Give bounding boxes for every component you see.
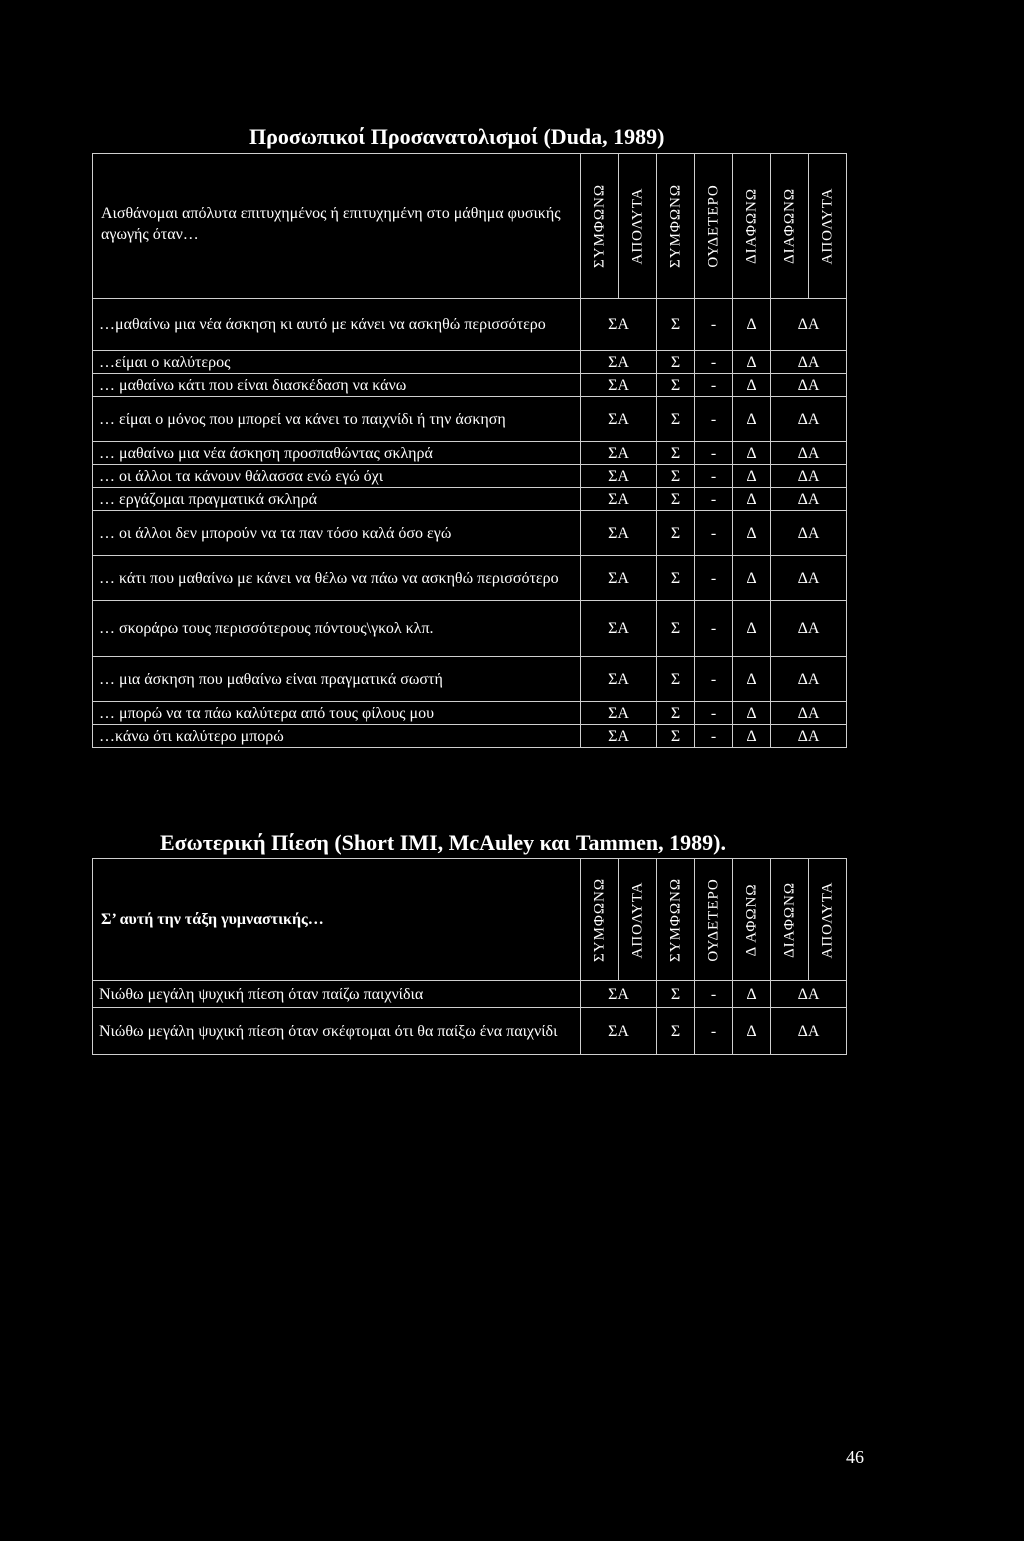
scale-header: [619, 859, 657, 981]
statement-text: …κάνω ότι καλύτερο μπορώ: [93, 725, 581, 748]
scale-header: [581, 859, 619, 981]
scale-header-label: ΣΥΜΦΩΝΩ: [667, 877, 683, 962]
answer-option-1[interactable]: ΣΑ: [581, 488, 657, 511]
answer-option-3[interactable]: -: [695, 657, 733, 702]
answer-option-4[interactable]: Δ: [733, 442, 771, 465]
answer-option-2[interactable]: Σ: [657, 1008, 695, 1055]
answer-option-3[interactable]: -: [695, 601, 733, 657]
answer-option-3[interactable]: -: [695, 511, 733, 556]
scale-header: [733, 154, 771, 299]
answer-option-2[interactable]: Σ: [657, 488, 695, 511]
statement-text: … μια άσκηση που μαθαίνω είναι πραγματικά σωστή: [93, 657, 581, 702]
answer-option-5[interactable]: ΔΑ: [771, 351, 847, 374]
answer-option-4[interactable]: Δ: [733, 374, 771, 397]
answer-option-5[interactable]: ΔΑ: [771, 442, 847, 465]
answer-option-3[interactable]: -: [695, 465, 733, 488]
answer-option-1[interactable]: ΣΑ: [581, 556, 657, 601]
statement-row: [93, 488, 847, 511]
answer-option-2[interactable]: Σ: [657, 299, 695, 351]
statement-text: Νιώθω μεγάλη ψυχική πίεση όταν σκέφτομαι ότι θα παίξω ένα παιχνίδι: [93, 1008, 581, 1055]
statement-row: [93, 601, 847, 657]
section1-title: Προσωπικοί Προσανατολισμοί (Duda, 1989): [249, 124, 665, 149]
statement-row: [93, 981, 847, 1008]
answer-option-5[interactable]: ΔΑ: [771, 299, 847, 351]
answer-option-5[interactable]: ΔΑ: [771, 488, 847, 511]
answer-option-3[interactable]: -: [695, 351, 733, 374]
answer-option-1[interactable]: ΣΑ: [581, 442, 657, 465]
answer-option-2[interactable]: Σ: [657, 725, 695, 748]
answer-option-3[interactable]: -: [695, 556, 733, 601]
answer-option-1[interactable]: ΣΑ: [581, 657, 657, 702]
answer-option-3[interactable]: -: [695, 488, 733, 511]
scale-header: [695, 859, 733, 981]
answer-option-3[interactable]: -: [695, 442, 733, 465]
answer-option-2[interactable]: Σ: [657, 351, 695, 374]
answer-option-4[interactable]: Δ: [733, 657, 771, 702]
scale-header-label: ΣΥΜΦΩΝΩ: [591, 184, 607, 268]
answer-option-4[interactable]: Δ: [733, 488, 771, 511]
scale-header-label: ΣΥΜΦΩΝΩ: [667, 184, 683, 268]
scale-header-label: ΑΠΟΛΥΤΑ: [819, 880, 835, 959]
statement-text: … κάτι που μαθαίνω με κάνει να θέλω να πάω να ασκηθώ περισσότερο: [93, 556, 581, 601]
statement-row: [93, 351, 847, 374]
answer-option-2[interactable]: Σ: [657, 702, 695, 725]
answer-option-5[interactable]: ΔΑ: [771, 556, 847, 601]
scale-header: [733, 859, 771, 981]
answer-option-2[interactable]: Σ: [657, 981, 695, 1008]
answer-option-5[interactable]: ΔΑ: [771, 511, 847, 556]
statement-text: … μαθαίνω κάτι που είναι διασκέδαση να κάνω: [93, 374, 581, 397]
answer-option-1[interactable]: ΣΑ: [581, 1008, 657, 1055]
imi-questionnaire-table: [92, 858, 847, 1055]
statement-row: [93, 374, 847, 397]
statement-row: [93, 511, 847, 556]
answer-option-1[interactable]: ΣΑ: [581, 601, 657, 657]
answer-option-2[interactable]: Σ: [657, 374, 695, 397]
scale-header: [657, 154, 695, 299]
scale-header-label: Δ ΑΦΩΝΩ: [743, 882, 759, 957]
answer-option-3[interactable]: -: [695, 299, 733, 351]
answer-option-5[interactable]: ΔΑ: [771, 981, 847, 1008]
scale-header-label: ΑΠΟΛΥΤΑ: [629, 187, 645, 265]
statement-row: [93, 725, 847, 748]
answer-option-1[interactable]: ΣΑ: [581, 981, 657, 1008]
answer-option-3[interactable]: -: [695, 702, 733, 725]
statement-text: … οι άλλοι τα κάνουν θάλασσα ενώ εγώ όχι: [93, 465, 581, 488]
duda-questionnaire-table: [92, 153, 847, 748]
scale-header: [771, 154, 809, 299]
scale-header: [581, 154, 619, 299]
answer-option-2[interactable]: Σ: [657, 442, 695, 465]
statement-text: … σκοράρω τους περισσότερους πόντους\γκολ κλπ.: [93, 601, 581, 657]
answer-option-1[interactable]: ΣΑ: [581, 511, 657, 556]
page-number: 46: [846, 1447, 864, 1467]
answer-option-5[interactable]: ΔΑ: [771, 657, 847, 702]
scale-header-label: ΔΙΑΦΩΝΩ: [781, 881, 797, 958]
answer-option-3[interactable]: -: [695, 397, 733, 442]
statement-row: [93, 465, 847, 488]
answer-option-5[interactable]: ΔΑ: [771, 725, 847, 748]
scale-header: [619, 154, 657, 299]
answer-option-4[interactable]: Δ: [733, 397, 771, 442]
statement-text: … μπορώ να τα πάω καλύτερα από τους φίλους μου: [93, 702, 581, 725]
answer-option-5[interactable]: ΔΑ: [771, 397, 847, 442]
answer-option-4[interactable]: Δ: [733, 1008, 771, 1055]
answer-option-5[interactable]: ΔΑ: [771, 1008, 847, 1055]
statement-row: [93, 702, 847, 725]
answer-option-1[interactable]: ΣΑ: [581, 351, 657, 374]
answer-option-1[interactable]: ΣΑ: [581, 299, 657, 351]
answer-option-2[interactable]: Σ: [657, 511, 695, 556]
answer-option-1[interactable]: ΣΑ: [581, 465, 657, 488]
answer-option-1[interactable]: ΣΑ: [581, 397, 657, 442]
statement-text: Νιώθω μεγάλη ψυχική πίεση όταν παίζω παιχνίδια: [93, 981, 581, 1008]
answer-option-2[interactable]: Σ: [657, 657, 695, 702]
scale-header: [809, 859, 847, 981]
answer-option-3[interactable]: -: [695, 725, 733, 748]
answer-option-4[interactable]: Δ: [733, 556, 771, 601]
answer-option-3[interactable]: -: [695, 1008, 733, 1055]
answer-option-4[interactable]: Δ: [733, 702, 771, 725]
answer-option-4[interactable]: Δ: [733, 351, 771, 374]
scale-header: [809, 154, 847, 299]
section2-title: Εσωτερική Πίεση (Short IMI, McAuley και Tammen, 1989).: [160, 830, 726, 855]
answer-option-5[interactable]: ΔΑ: [771, 374, 847, 397]
statement-row: [93, 556, 847, 601]
statement-text: …μαθαίνω μια νέα άσκηση κι αυτό με κάνει να ασκηθώ περισσότερο: [93, 299, 581, 351]
answer-option-5[interactable]: ΔΑ: [771, 702, 847, 725]
scale-header-label: ΣΥΜΦΩΝΩ: [591, 877, 607, 962]
statement-text: … μαθαίνω μια νέα άσκηση προσπαθώντας σκληρά: [93, 442, 581, 465]
table-header-row: [93, 154, 847, 299]
answer-option-4[interactable]: Δ: [733, 725, 771, 748]
answer-option-2[interactable]: Σ: [657, 465, 695, 488]
statement-row: [93, 299, 847, 351]
answer-option-3[interactable]: -: [695, 374, 733, 397]
answer-option-4[interactable]: Δ: [733, 511, 771, 556]
statement-row: [93, 1008, 847, 1055]
answer-option-2[interactable]: Σ: [657, 397, 695, 442]
statement-text: … εργάζομαι πραγματικά σκληρά: [93, 488, 581, 511]
scale-header: [657, 859, 695, 981]
scale-header: [695, 154, 733, 299]
question-header: Αισθάνομαι απόλυτα επιτυχημένος ή επιτυχημένη στο μάθημα φυσικής αγωγής όταν…: [93, 154, 581, 299]
statement-row: [93, 397, 847, 442]
statement-row: [93, 442, 847, 465]
answer-option-4[interactable]: Δ: [733, 465, 771, 488]
statement-text: … είμαι ο μόνος που μπορεί να κάνει το παιχνίδι ή την άσκηση: [93, 397, 581, 442]
statement-row: [93, 657, 847, 702]
answer-option-1[interactable]: ΣΑ: [581, 374, 657, 397]
scale-header-label: ΑΠΟΛΥΤΑ: [629, 880, 645, 959]
answer-option-1[interactable]: ΣΑ: [581, 702, 657, 725]
answer-option-5[interactable]: ΔΑ: [771, 601, 847, 657]
answer-option-3[interactable]: -: [695, 981, 733, 1008]
scale-header-label: ΔΙΑΦΩΝΩ: [743, 188, 759, 264]
scale-header: [771, 859, 809, 981]
scale-header-label: ΔΙΑΦΩΝΩ: [781, 188, 797, 264]
table-header-row: [93, 859, 847, 981]
answer-option-4[interactable]: Δ: [733, 981, 771, 1008]
question-header: Σ’ αυτή την τάξη γυμναστικής…: [93, 859, 581, 981]
statement-text: … οι άλλοι δεν μπορούν να τα παν τόσο καλά όσο εγώ: [93, 511, 581, 556]
scale-header-label: ΟΥΔΕΤΕΡΟ: [705, 877, 721, 962]
answer-option-2[interactable]: Σ: [657, 556, 695, 601]
answer-option-4[interactable]: Δ: [733, 601, 771, 657]
answer-option-2[interactable]: Σ: [657, 601, 695, 657]
scale-header-label: ΟΥΔΕΤΕΡΟ: [705, 184, 721, 268]
statement-text: …είμαι ο καλύτερος: [93, 351, 581, 374]
answer-option-4[interactable]: Δ: [733, 299, 771, 351]
answer-option-1[interactable]: ΣΑ: [581, 725, 657, 748]
scale-header-label: ΑΠΟΛΥΤΑ: [819, 187, 835, 265]
answer-option-5[interactable]: ΔΑ: [771, 465, 847, 488]
